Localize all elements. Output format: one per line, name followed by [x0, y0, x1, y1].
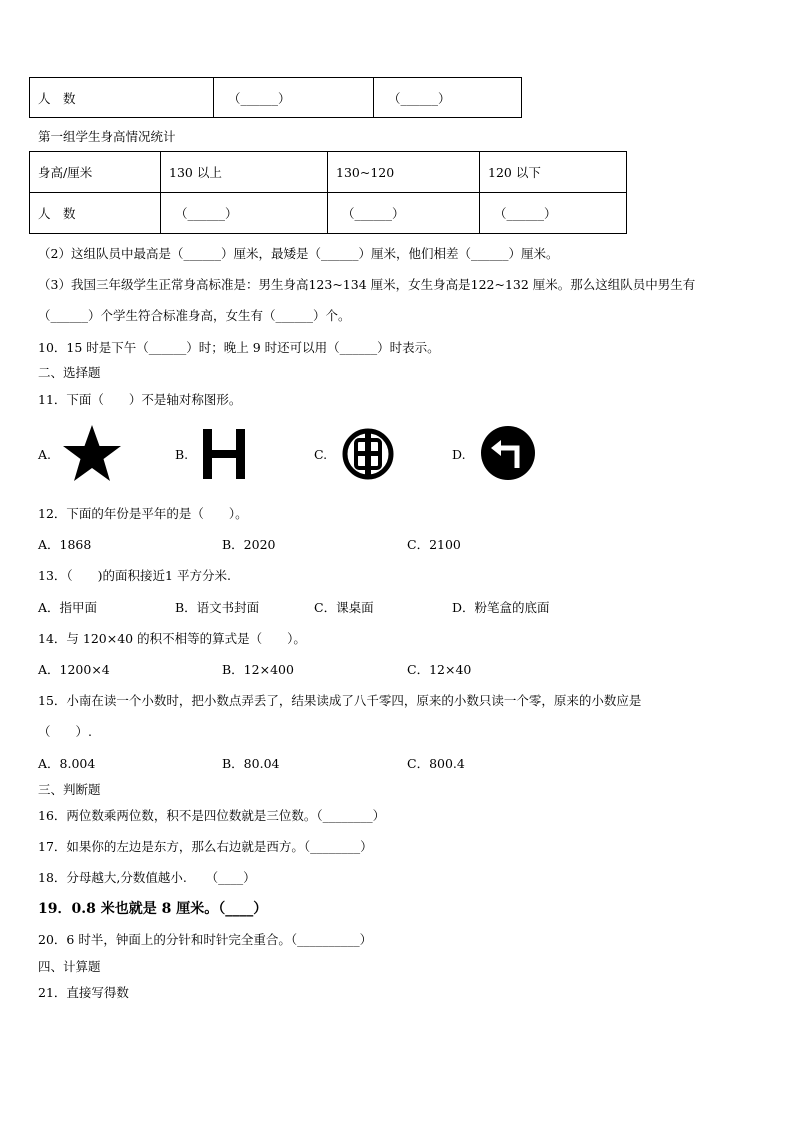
table-cell: （______）: [161, 193, 328, 234]
option-b: B．语文书封面: [175, 600, 260, 615]
option-b: B．2020: [222, 537, 276, 552]
table-cell: 人 数: [30, 78, 214, 118]
option-c-label: C.: [314, 447, 328, 462]
question-21: 21．直接写得数: [38, 985, 129, 1000]
option-b: B．12×400: [222, 662, 294, 677]
option-c: C．课桌面: [314, 600, 374, 615]
option-a: A．1868: [38, 537, 92, 552]
question-16: 16．两位数乘两位数，积不是四位数就是三位数。（________）: [38, 808, 386, 823]
table-1: [29, 77, 522, 118]
question-9-2: （2）这组队员中最高是（______）厘米，最矮是（______）厘米，他们相差（______）厘米。: [38, 246, 559, 261]
question-15-line2: （ ）.: [38, 724, 92, 739]
table-header-cell: 130 以上: [161, 152, 328, 193]
table-2-caption: 第一组学生身高情况统计: [38, 129, 176, 144]
section-3-heading: 三、判断题: [38, 782, 101, 797]
table-2: [29, 151, 627, 234]
turn-left-sign-icon: [479, 424, 537, 482]
option-a: A．1200×4: [38, 662, 110, 677]
question-9-3-line2: （______）个学生符合标准身高，女生有（______）个。: [38, 308, 351, 323]
table-cell: （______）: [214, 78, 374, 118]
table-cell: （______）: [328, 193, 480, 234]
question-11: 11．下面（ ）不是轴对称图形。: [38, 392, 242, 407]
question-10: 10．15 时是下午（______）时；晚上 9 时还可以用（______）时表示。: [38, 340, 440, 355]
option-a: A．8.004: [38, 756, 96, 771]
table-header-cell: 身高/厘米: [30, 152, 161, 193]
question-15-line1: 15．小南在读一个小数时，把小数点弄丢了，结果读成了八千零四，原来的小数只读一个零，原来的小数应是: [38, 693, 642, 708]
section-2-heading: 二、选择题: [38, 365, 101, 380]
bank-logo-icon: [341, 427, 395, 481]
question-17: 17．如果你的左边是东方，那么右边就是西方。（________）: [38, 839, 373, 854]
option-a-label: A.: [38, 447, 52, 462]
letter-h-icon: [202, 428, 246, 480]
table-header-cell: 120 以下: [480, 152, 627, 193]
question-12: 12．下面的年份是平年的是（ ）。: [38, 506, 248, 521]
section-4-heading: 四、计算题: [38, 959, 101, 974]
question-9-3-line1: （3）我国三年级学生正常身高标准是：男生身高123~134 厘米，女生身高是122~132 厘米。那么这组队员中男生有: [38, 277, 696, 292]
table-cell: （______）: [480, 193, 627, 234]
option-c: C．12×40: [407, 662, 472, 677]
star-icon: [60, 423, 124, 485]
option-d: D．粉笔盒的底面: [452, 600, 550, 615]
question-14: 14．与 120×40 的积不相等的算式是（ ）。: [38, 631, 306, 646]
option-c: C．800.4: [407, 756, 465, 771]
question-13: 13．（ )的面积接近1 平方分米.: [38, 568, 231, 583]
option-c: C．2100: [407, 537, 461, 552]
option-b: B．80.04: [222, 756, 280, 771]
table-cell: （______）: [374, 78, 522, 118]
question-20: 20．6 时半，钟面上的分针和时针完全重合。（__________）: [38, 932, 373, 947]
table-header-cell: 130~120: [328, 152, 480, 193]
question-18: 18．分母越大,分数值越小. （____）: [38, 870, 256, 885]
option-b-label: B.: [175, 447, 189, 462]
option-a: A．指甲面: [38, 600, 98, 615]
question-19: 19．0.8 米也就是 8 厘米。（____）: [38, 901, 268, 917]
option-d-label: D.: [452, 447, 466, 462]
table-cell: 人 数: [30, 193, 161, 234]
